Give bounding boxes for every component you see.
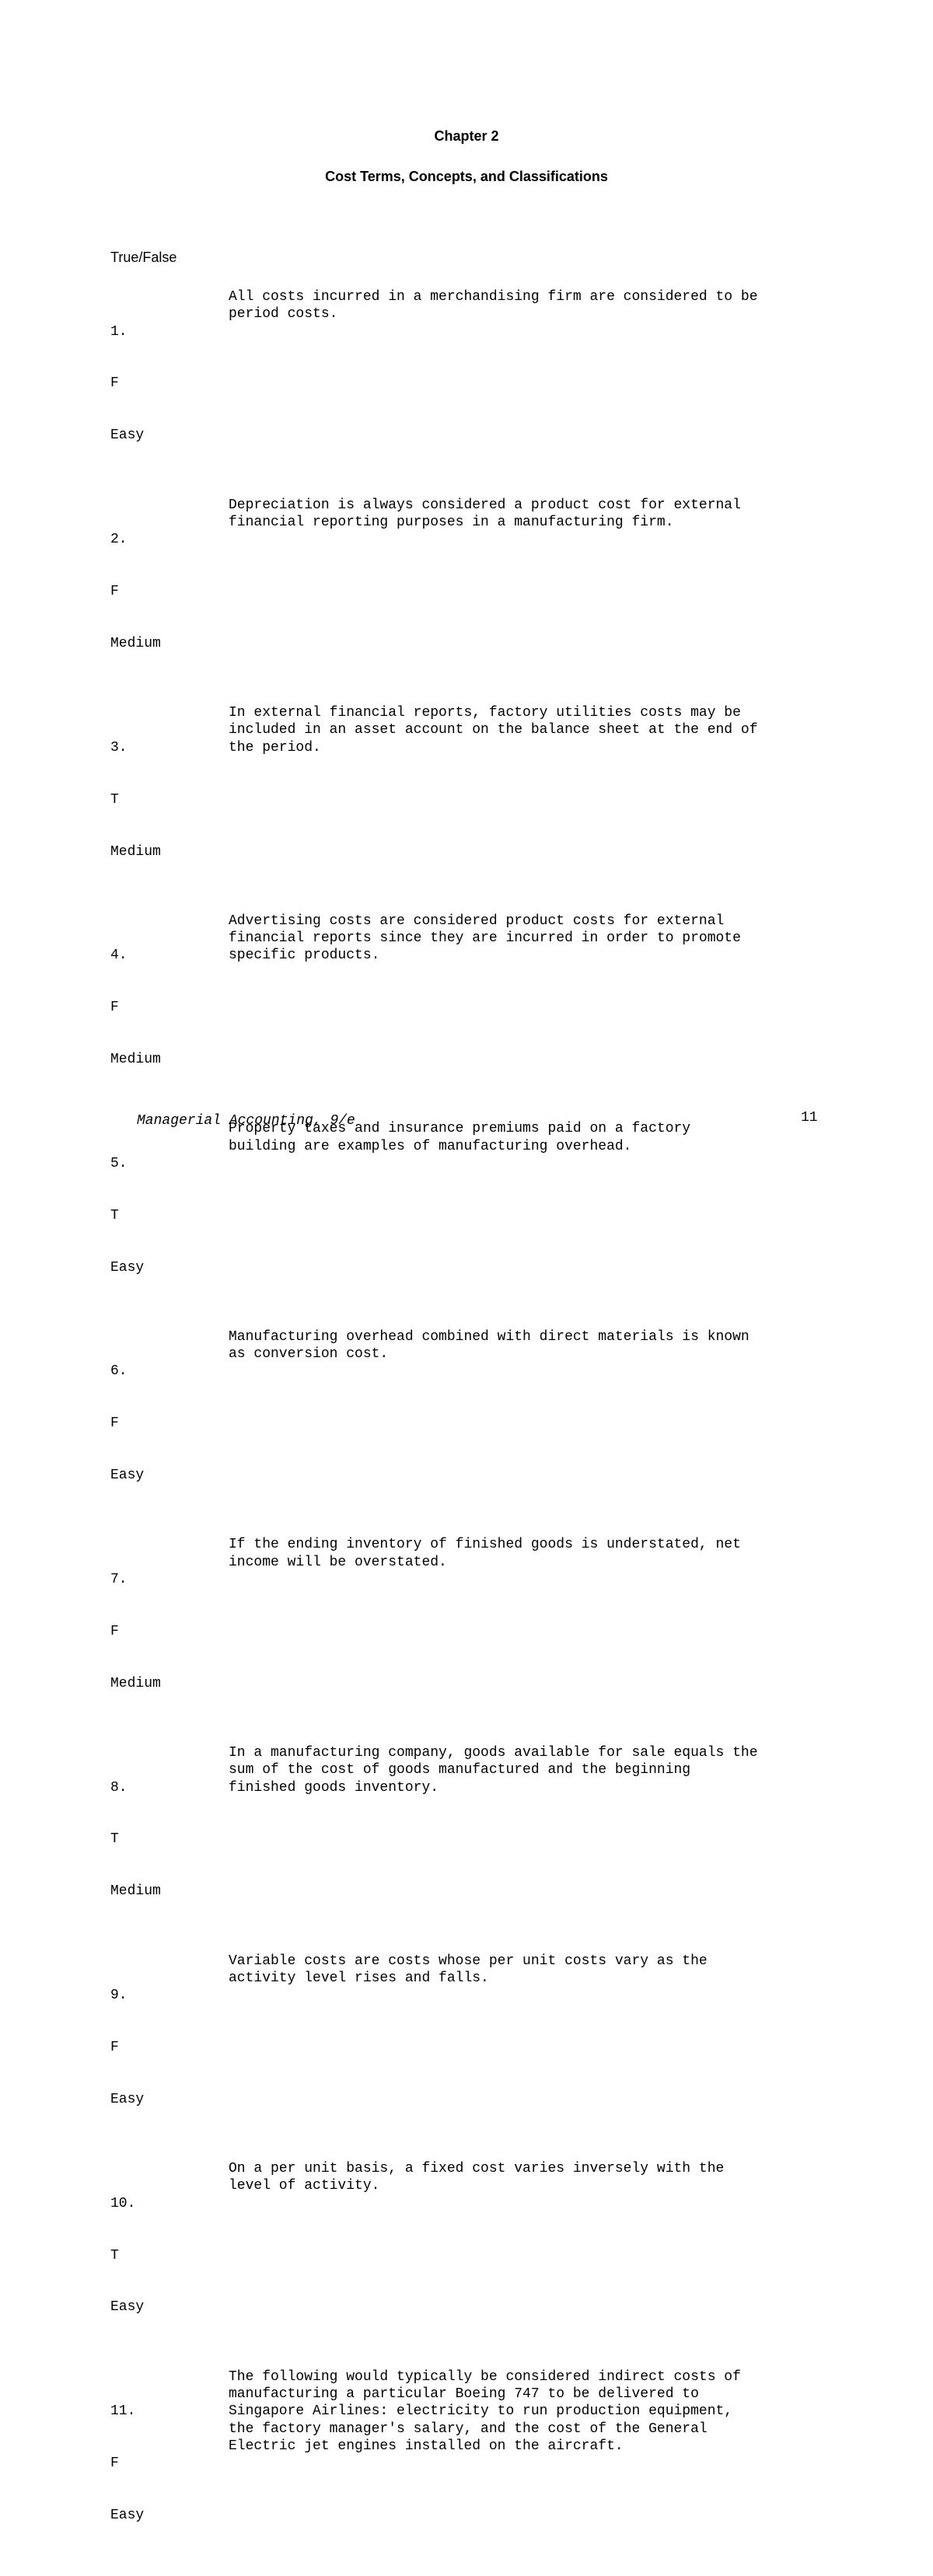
chapter-title: Cost Terms, Concepts, and Classifications xyxy=(325,169,608,184)
question-answer: F xyxy=(110,2039,119,2055)
question-meta xyxy=(110,1744,229,1935)
question-meta xyxy=(110,497,229,687)
question-text: Manufacturing overhead combined with direct materials is known as conversion cost. xyxy=(229,1328,750,1363)
question-difficulty: Medium xyxy=(110,635,161,651)
question-text: In external financial reports, factory utilities costs may be included in an asset account on the balance sheet at the end of the period. xyxy=(229,705,758,756)
section-heading: True/False xyxy=(110,250,177,265)
question-answer: T xyxy=(110,2247,119,2264)
question-meta xyxy=(110,2368,229,2559)
question-difficulty: Easy xyxy=(110,1259,145,1276)
question-number: 2. xyxy=(110,532,128,548)
question-difficulty: Medium xyxy=(110,1883,161,1900)
question-number: 5. xyxy=(110,1155,128,1171)
question-answer: F xyxy=(110,584,119,600)
question-answer: F xyxy=(110,375,119,392)
question-meta xyxy=(110,1120,229,1311)
question-text: Depreciation is always considered a product cost for external financial reporting purposes in a manufacturing firm. xyxy=(229,497,741,530)
question-number: 7. xyxy=(110,1571,128,1587)
question-item xyxy=(110,1328,826,1519)
page-number: 11 xyxy=(801,1110,818,1126)
question-item xyxy=(110,2160,826,2351)
question-text: All costs incurred in a merchandising firm are considered to be period costs. xyxy=(229,289,758,323)
question-meta xyxy=(110,1328,229,1519)
question-number: 9. xyxy=(110,1988,128,2004)
question-item xyxy=(110,704,826,895)
question-difficulty: Medium xyxy=(110,1675,161,1691)
question-difficulty: Easy xyxy=(110,2299,145,2316)
question-answer: F xyxy=(110,1000,119,1016)
question-meta xyxy=(110,913,229,1103)
question-difficulty: Medium xyxy=(110,843,161,860)
question-item xyxy=(110,1536,826,1726)
question-answer: T xyxy=(110,791,119,808)
question-meta xyxy=(110,288,229,479)
question-number: 4. xyxy=(110,948,128,964)
question-item xyxy=(110,497,826,687)
question-meta xyxy=(110,1536,229,1726)
question-difficulty: Easy xyxy=(110,1468,145,1484)
question-text: Advertising costs are considered product costs for external financial reports since they are incurred in order to promote specific products. xyxy=(229,913,741,964)
question-item xyxy=(110,1744,826,1935)
question-answer: F xyxy=(110,1415,119,1432)
question-answer: F xyxy=(110,1623,119,1639)
question-meta xyxy=(110,2160,229,2351)
question-answer: F xyxy=(110,2456,119,2472)
question-item xyxy=(110,1120,826,1311)
question-text: In a manufacturing company, goods available for sale equals the sum of the cost of goods manufactured and the beginning finished goods inventory. xyxy=(229,1744,758,1796)
question-text: Property taxes and insurance premiums paid on a factory building are examples of manufacturing overhead. xyxy=(229,1121,691,1154)
question-item xyxy=(110,288,826,479)
question-item xyxy=(110,913,826,1103)
question-text: On a per unit basis, a fixed cost varies inversely with the level of activity. xyxy=(229,2161,725,2194)
question-text: Variable costs are costs whose per unit costs vary as the activity level rises and falls. xyxy=(229,1953,708,1986)
question-number: 6. xyxy=(110,1363,128,1380)
question-meta xyxy=(110,704,229,895)
question-difficulty: Medium xyxy=(110,1052,161,1068)
question-text: If the ending inventory of finished goods is understated, net income will be overstated. xyxy=(229,1537,741,1570)
question-number: 11. xyxy=(110,2403,136,2420)
chapter-heading: Chapter 2 xyxy=(434,128,499,144)
question-number: 3. xyxy=(110,739,128,756)
question-text: The following would typically be considered indirect costs of manufacturing a particular Boeing 747 to be delivered to Singapore Airlines: electricity to run production equipment, the factory manager's salary, and the cost of the General Electric jet engines installed on the aircraft. xyxy=(229,2368,741,2454)
question-item xyxy=(110,2368,826,2559)
question-answer: T xyxy=(110,1831,119,1848)
question-list xyxy=(110,288,826,2576)
question-difficulty: Easy xyxy=(110,2508,145,2523)
question-number: 1. xyxy=(110,323,128,340)
question-difficulty: Easy xyxy=(110,428,145,444)
question-difficulty: Easy xyxy=(110,2091,145,2107)
question-number: 8. xyxy=(110,1779,128,1796)
question-meta xyxy=(110,1953,229,2143)
question-item xyxy=(110,1953,826,2143)
question-number: 10. xyxy=(110,2195,136,2211)
footer-book-title: Managerial Accounting, 9/e xyxy=(137,1113,355,1129)
question-answer: T xyxy=(110,1207,119,1223)
